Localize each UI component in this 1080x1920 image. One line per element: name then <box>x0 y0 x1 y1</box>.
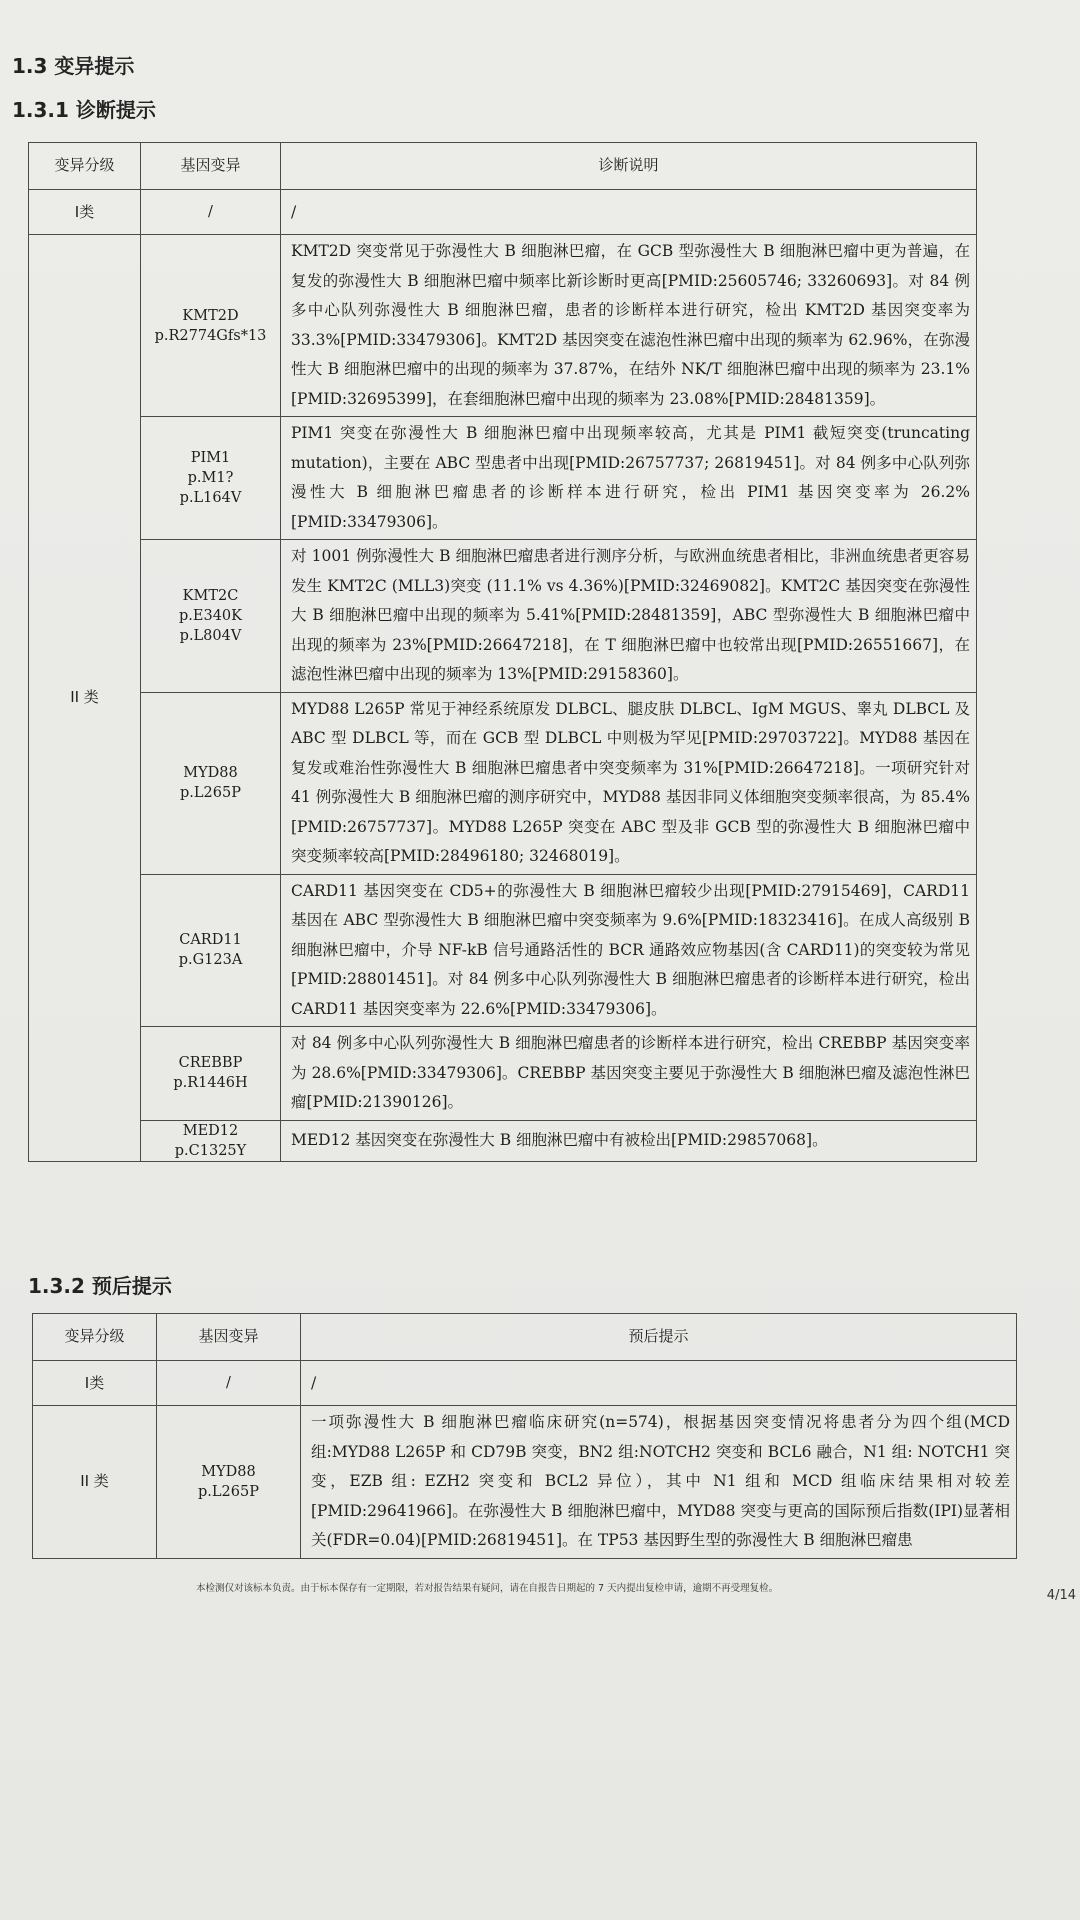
grade-cell: II 类 <box>33 1406 157 1559</box>
gene-cell <box>141 417 281 540</box>
table-row <box>33 1406 1017 1559</box>
gene-name: MYD88 <box>201 1463 256 1480</box>
gene-cell <box>141 1027 281 1121</box>
description-cell: MED12 基因突变在弥漫性大 B 细胞淋巴瘤中有被检出[PMID:29857068]。 <box>281 1120 977 1161</box>
gene-variant: p.C1325Y <box>174 1142 247 1159</box>
description-cell: 对 1001 例弥漫性大 B 细胞淋巴瘤患者进行测序分析，与欧洲血统患者相比，非洲血统患者更容易发生 KMT2C (MLL3)突变 (11.1% vs 4.36%)[PMID:32469082]。KMT2C 基因突变在弥漫性大 B 细胞淋巴瘤中出现的频率为 5.41%[PMID:28481359]，ABC 型弥漫性大 B 细胞淋巴瘤中出现的频率为 23%[PMID:26647218]，在 T 细胞淋巴瘤中也较常出现[PMID:26551667]，在滤泡性淋巴瘤中出现的频率为 13%[PMID:29158360]。 <box>281 540 977 693</box>
gene-cell <box>141 874 281 1027</box>
gene-name: PIM1 <box>190 450 231 466</box>
grade-cell: I类 <box>33 1361 157 1406</box>
description-cell: CARD11 基因突变在 CD5+的弥漫性大 B 细胞淋巴瘤较少出现[PMID:27915469]，CARD11 基因在 ABC 型弥漫性大 B 细胞淋巴瘤中突变频率为 9.6%[PMID:18323416]。在成人高级别 B 细胞淋巴瘤中，介导 NF-kB 信号通路活性的 BCR 通路效应物基因(含 CARD11)的突变较为常见[PMID:28801451]。对 84 例多中心队列弥漫性大 B 细胞淋巴瘤患者的诊断样本进行研究，检出 CARD11 基因突变率为 22.6%[PMID:33479306]。 <box>281 874 977 1027</box>
gene-variant: p.M1? <box>187 470 234 486</box>
gene-cell: / <box>157 1361 301 1406</box>
gene-variant: p.L265P <box>180 785 241 801</box>
gene-cell <box>141 1120 281 1161</box>
table-row <box>29 1027 977 1121</box>
page-number: 4/14 <box>1046 1588 1076 1603</box>
prognosis-table <box>32 1313 1017 1559</box>
gene-cell <box>157 1406 301 1559</box>
prognosis-heading: 1.3.2 预后提示 <box>28 1274 172 1298</box>
description-cell: 对 84 例多中心队列弥漫性大 B 细胞淋巴瘤患者的诊断样本进行研究，检出 CREBBP 基因突变率为 28.6%[PMID:33479306]。CREBBP 基因突变主要见于弥漫性大 B 细胞淋巴瘤及滤泡性淋巴瘤[PMID:21390126]。 <box>281 1027 977 1121</box>
table-row <box>29 692 977 874</box>
diagnosis-table <box>28 142 977 1162</box>
gene-variant: p.R2774Gfs*13 <box>154 327 267 344</box>
gene-name: CREBBP <box>178 1055 243 1072</box>
gene-name: KMT2D <box>182 307 239 324</box>
grade-cell: I类 <box>29 190 141 235</box>
prognosis-cell: 一项弥漫性大 B 细胞淋巴瘤临床研究(n=574)，根据基因突变情况将患者分为四个组(MCD 组:MYD88 L265P 和 CD79B 突变，BN2 组:NOTCH2 突变和 BCL6 融合，N1 组: NOTCH1 突变，EZB 组: EZH2 突变和 BCL2 异位），其中 N1 组和 MCD 组临床结果相对较差[PMID:29641966]。在弥漫性大 B 细胞淋巴瘤中，MYD88 突变与更高的国际预后指数(IPI)显著相关(FDR=0.04)[PMID:26819451]。在 TP53 基因野生型的弥漫性大 B 细胞淋巴瘤患 <box>301 1406 1017 1559</box>
header-grade: 变异分级 <box>33 1314 157 1361</box>
header-gene: 基因变异 <box>157 1314 301 1361</box>
description-cell: / <box>281 190 977 235</box>
prognosis-cell: / <box>301 1361 1017 1406</box>
gene-variant: p.E340K <box>179 607 242 624</box>
table-header-row <box>29 143 977 190</box>
table-row <box>29 540 977 693</box>
header-description: 诊断说明 <box>281 143 977 190</box>
table-row <box>29 1120 977 1161</box>
gene-name: MED12 <box>182 1122 239 1139</box>
gene-name: KMT2C <box>182 587 239 604</box>
description-cell: PIM1 突变在弥漫性大 B 细胞淋巴瘤中出现频率较高，尤其是 PIM1 截短突变(truncating mutation)，主要在 ABC 型患者中出现[PMID:26757737; 26819451]。对 84 例多中心队列弥漫性大 B 细胞淋巴瘤患者的诊断样本进行研究，检出 PIM1 基因突变率为 26.2%[PMID:33479306]。 <box>281 417 977 540</box>
description-cell: KMT2D 突变常见于弥漫性大 B 细胞淋巴瘤，在 GCB 型弥漫性大 B 细胞淋巴瘤中更为普遍，在复发的弥漫性大 B 细胞淋巴瘤中频率比新诊断时更高[PMID:25605746; 33260693]。对 84 例多中心队列弥漫性大 B 细胞淋巴瘤，患者的诊断样本进行研究，检出 KMT2D 基因突变率为 33.3%[PMID:33479306]。KMT2D 基因突变在滤泡性淋巴瘤中出现的频率为 62.96%，在弥漫性大 B 细胞淋巴瘤中的出现的频率为 37.87%，在结外 NK/T 细胞淋巴瘤中出现的频率为 23.1%[PMID:32695399]，在套细胞淋巴瘤中出现的频率为 23.08%[PMID:28481359]。 <box>281 235 977 417</box>
section-heading: 1.3 变异提示 <box>12 54 135 78</box>
gene-cell <box>141 692 281 874</box>
gene-cell <box>141 235 281 417</box>
gene-variant: p.L265P <box>198 1483 259 1500</box>
gene-name: MYD88 <box>183 765 238 781</box>
table-row <box>29 190 977 235</box>
table-row <box>29 417 977 540</box>
gene-cell <box>141 540 281 693</box>
diagnosis-heading: 1.3.1 诊断提示 <box>12 98 156 122</box>
table-header-row <box>33 1314 1017 1361</box>
table-row <box>29 874 977 1027</box>
table-row <box>29 235 977 417</box>
gene-variant: p.G123A <box>178 952 243 969</box>
header-gene: 基因变异 <box>141 143 281 190</box>
table-row <box>33 1361 1017 1406</box>
header-grade: 变异分级 <box>29 143 141 190</box>
footer-disclaimer: 本检测仅对该标本负责。由于标本保存有一定期限，若对报告结果有疑问，请在自报告日期起的 7 天内提出复检申请，逾期不再受理复检。 <box>196 1583 779 1594</box>
gene-variant: p.R1446H <box>173 1075 248 1092</box>
gene-variant: p.L804V <box>179 627 242 644</box>
description-cell: MYD88 L265P 常见于神经系统原发 DLBCL、腿皮肤 DLBCL、IgM MGUS、睾丸 DLBCL 及 ABC 型 DLBCL 等，而在 GCB 型 DLBCL 中则极为罕见[PMID:29703722]。MYD88 基因在复发或难治性弥漫性大 B 细胞淋巴瘤患者中突变频率为 31%[PMID:26647218]。一项研究针对 41 例弥漫性大 B 细胞淋巴瘤的测序研究中，MYD88 基因非同义体细胞突变频率很高，为 85.4%[PMID:26757737]。MYD88 L265P 突变在 ABC 型及非 GCB 型的弥漫性大 B 细胞淋巴瘤中突变频率较高[PMID:28496180; 32468019]。 <box>281 692 977 874</box>
header-prognosis: 预后提示 <box>301 1314 1017 1361</box>
gene-variant: p.L164V <box>179 490 242 506</box>
gene-cell: / <box>141 190 281 235</box>
gene-name: CARD11 <box>179 932 242 949</box>
grade-cell: II 类 <box>29 235 141 1162</box>
